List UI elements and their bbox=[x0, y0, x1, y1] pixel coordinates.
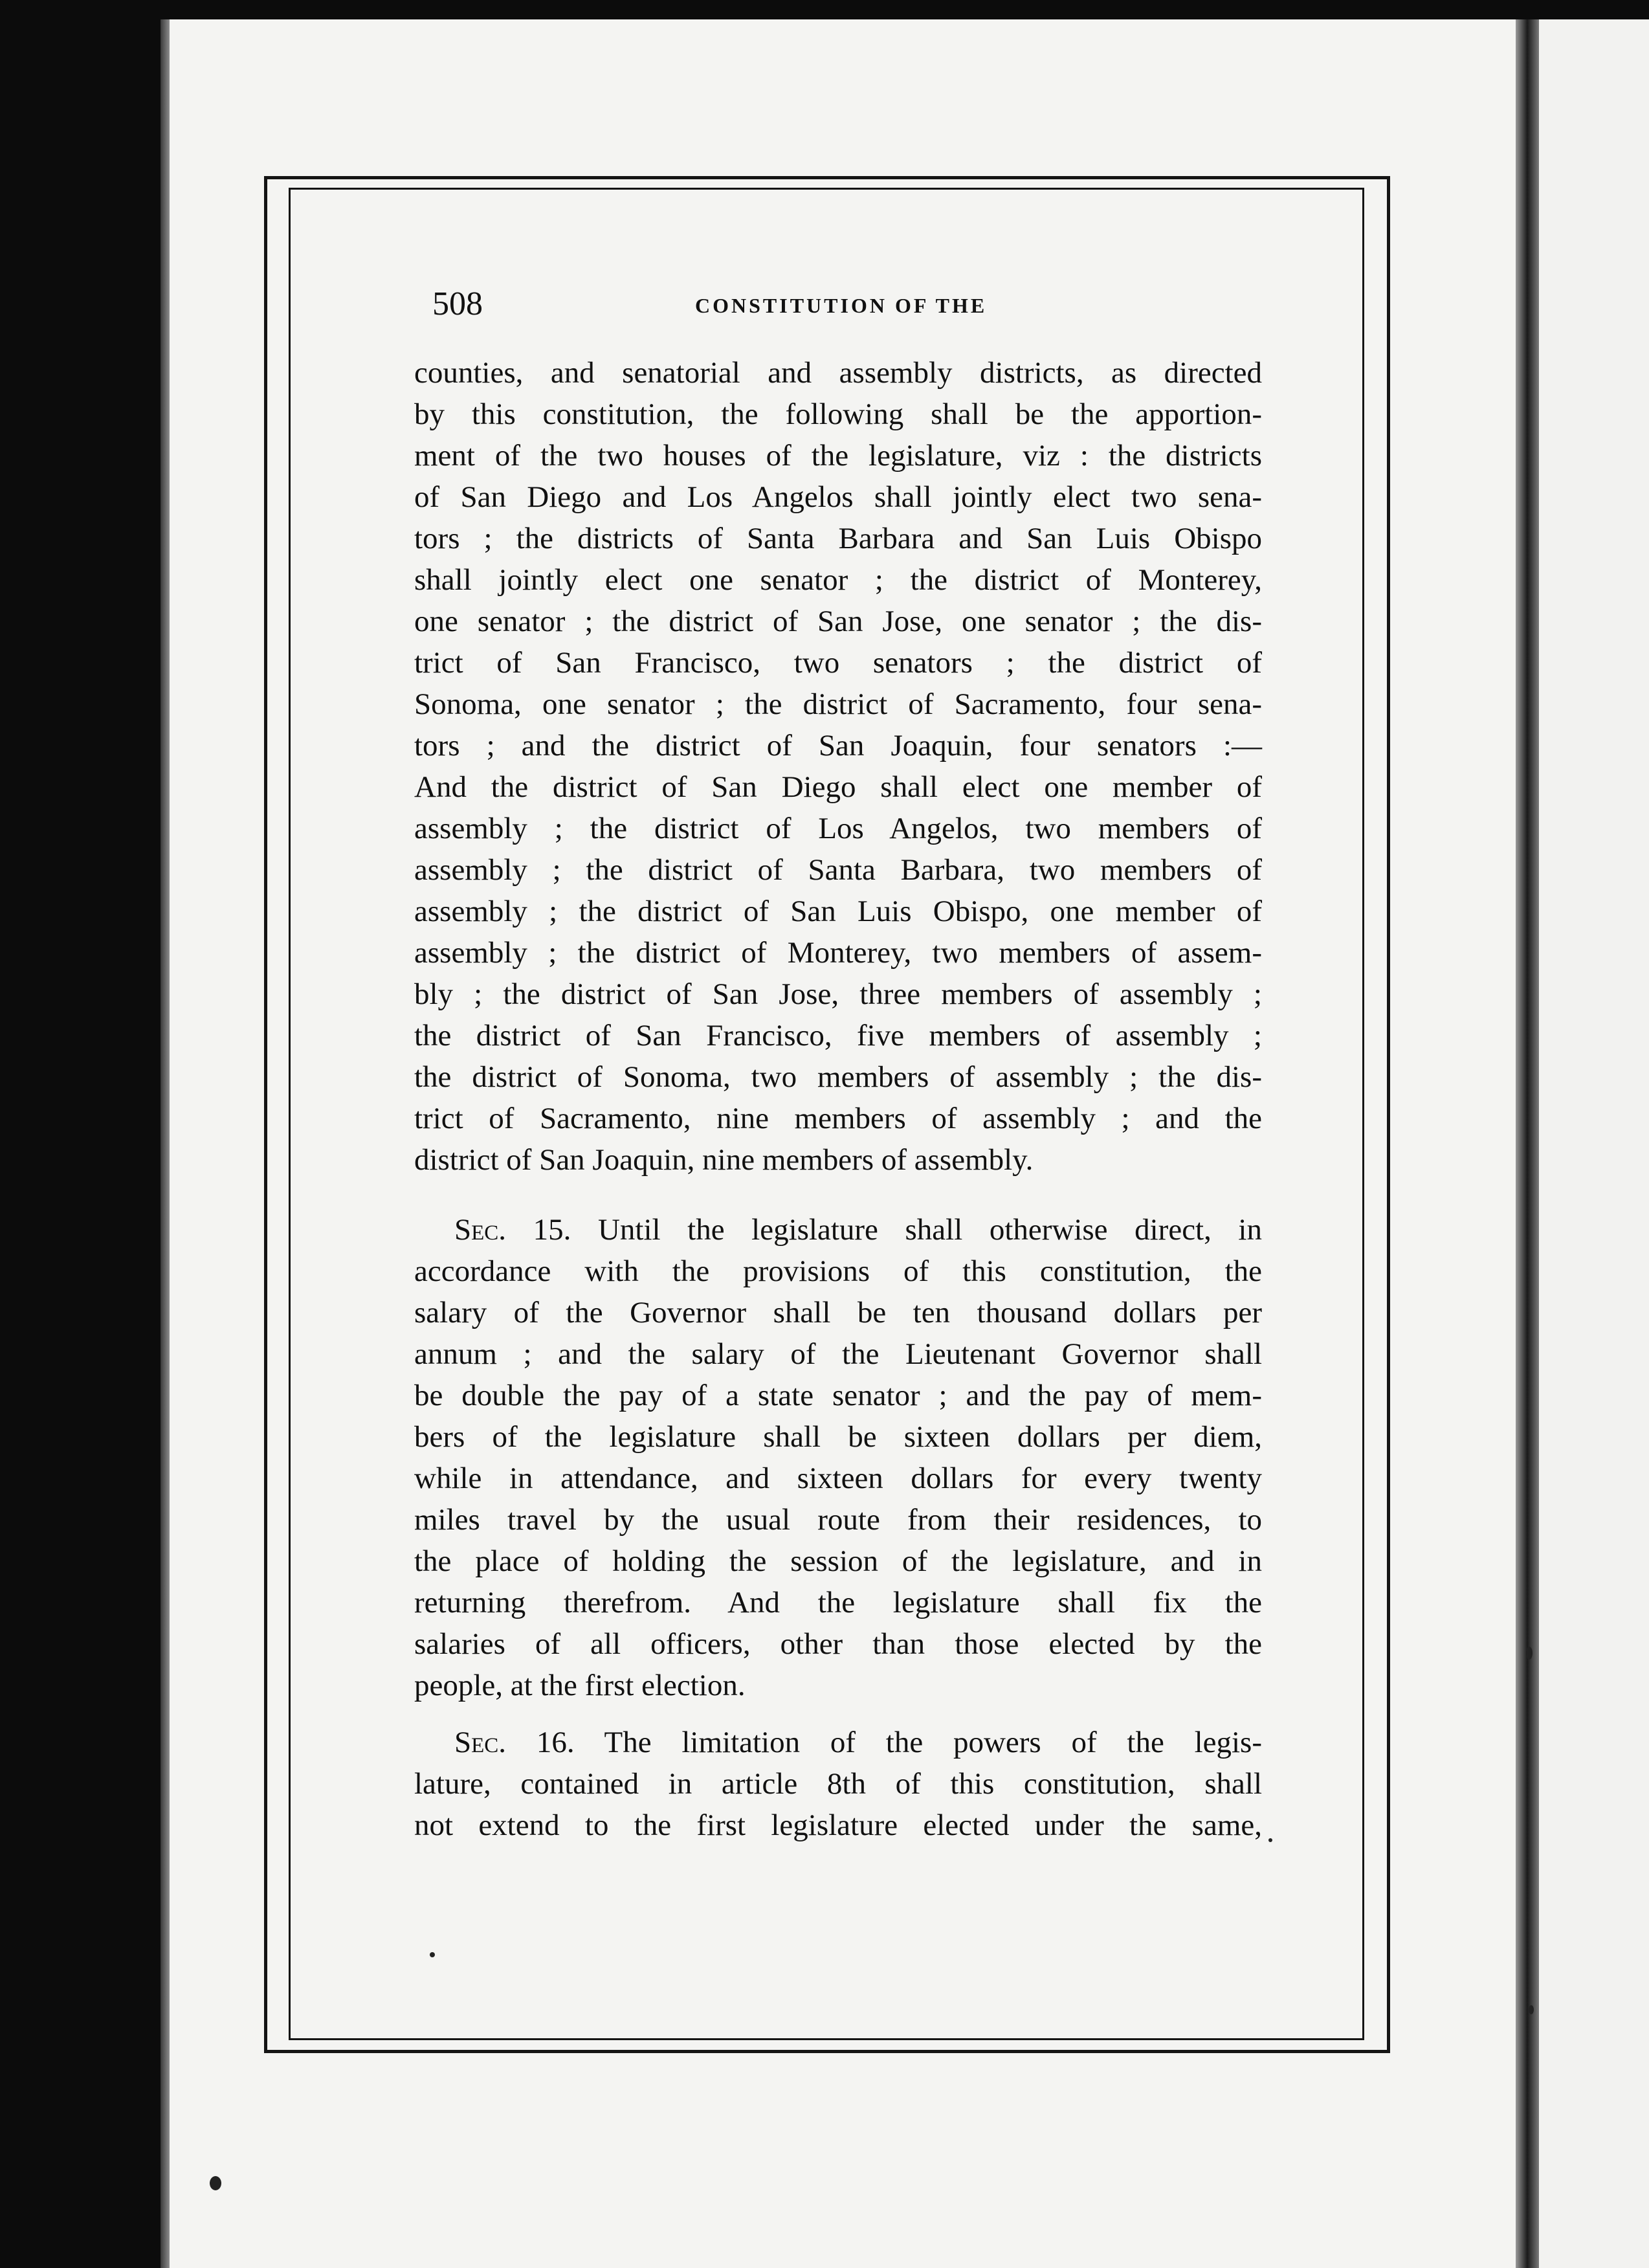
text-line: be double the pay of a state senator ; and the pay of mem- bbox=[414, 1379, 1262, 1412]
text-line: the district of San Francisco, five members of assembly ; bbox=[414, 1019, 1262, 1052]
book-gutter bbox=[1516, 19, 1539, 2268]
page-number: 508 bbox=[432, 285, 483, 322]
text-line: while in attendance, and sixteen dollars for every twenty bbox=[414, 1462, 1262, 1495]
paragraph-spacer bbox=[414, 1706, 1262, 1722]
scan-speck bbox=[210, 2176, 221, 2190]
text-line: And the district of San Diego shall elect one member of bbox=[414, 770, 1262, 804]
text-line: tors ; and the district of San Joaquin, four senators :— bbox=[414, 729, 1262, 762]
text-line: assembly ; the district of San Luis Obispo, one member of bbox=[414, 895, 1262, 928]
text-line: Sonoma, one senator ; the district of Sacramento, four sena- bbox=[414, 687, 1262, 721]
section-text: Until the legislature shall otherwise direct, in bbox=[571, 1213, 1262, 1247]
text-line: lature, contained in article 8th of this constitution, shall bbox=[414, 1767, 1262, 1801]
scan-speck bbox=[1268, 1838, 1272, 1842]
page-text bbox=[414, 352, 1262, 1846]
section-16 bbox=[414, 1722, 1262, 1846]
paragraph-spacer bbox=[414, 1181, 1262, 1209]
text-line: bers of the legislature shall be sixteen dollars per diem, bbox=[414, 1420, 1262, 1454]
section-label: Sec. 16. bbox=[454, 1726, 575, 1759]
text-line: bly ; the district of San Jose, three members of assembly ; bbox=[414, 977, 1262, 1011]
text-line: miles travel by the usual route from their residences, to bbox=[414, 1503, 1262, 1537]
text-line: not extend to the first legislature elected under the same, bbox=[414, 1808, 1262, 1842]
text-line: counties, and senatorial and assembly districts, as directed bbox=[414, 356, 1262, 390]
facing-page-edge bbox=[1539, 19, 1649, 2268]
running-head-title: CONSTITUTION OF THE bbox=[695, 294, 988, 317]
scan-speck bbox=[1526, 1647, 1533, 1660]
text-line: assembly ; the district of Santa Barbara, two members of bbox=[414, 853, 1262, 887]
text-line bbox=[414, 1209, 1262, 1251]
text-line: district of San Joaquin, nine members of assembly. bbox=[414, 1143, 1034, 1177]
text-line: annum ; and the salary of the Lieutenant Governor shall bbox=[414, 1337, 1262, 1371]
text-line: trict of San Francisco, two senators ; the district of bbox=[414, 646, 1262, 680]
text-line: by this constitution, the following shall be the apportion- bbox=[414, 397, 1262, 431]
text-line: returning therefrom. And the legislature shall fix the bbox=[414, 1586, 1262, 1619]
text-line: salary of the Governor shall be ten thousand dollars per bbox=[414, 1296, 1262, 1329]
text-line: assembly ; the district of Monterey, two members of assem- bbox=[414, 936, 1262, 970]
text-line: accordance with the provisions of this constitution, the bbox=[414, 1254, 1262, 1288]
text-line: trict of Sacramento, nine members of assembly ; and the bbox=[414, 1102, 1262, 1135]
section-label: Sec. 15. bbox=[454, 1213, 571, 1247]
text-line: shall jointly elect one senator ; the district of Monterey, bbox=[414, 563, 1262, 597]
text-line: the district of Sonoma, two members of assembly ; the dis- bbox=[414, 1060, 1262, 1094]
section-text: The limitation of the powers of the legis- bbox=[574, 1726, 1262, 1759]
text-line: one senator ; the district of San Jose, one senator ; the dis- bbox=[414, 605, 1262, 638]
text-line: the place of holding the session of the legislature, and in bbox=[414, 1544, 1262, 1578]
text-line: people, at the first election. bbox=[414, 1669, 746, 1702]
text-line bbox=[414, 1722, 1262, 1763]
text-line: of San Diego and Los Angelos shall jointly elect two sena- bbox=[414, 480, 1262, 514]
paragraph-1 bbox=[414, 352, 1262, 1181]
text-line: ment of the two houses of the legislature, viz : the districts bbox=[414, 439, 1262, 472]
scan-speck bbox=[430, 1952, 435, 1957]
text-line: assembly ; the district of Los Angelos, two members of bbox=[414, 812, 1262, 845]
text-line: salaries of all officers, other than those elected by the bbox=[414, 1627, 1262, 1661]
scan-speck bbox=[1529, 2005, 1534, 2014]
running-head bbox=[432, 284, 1261, 325]
text-line: tors ; the districts of Santa Barbara and San Luis Obispo bbox=[414, 522, 1262, 555]
section-15 bbox=[414, 1209, 1262, 1706]
